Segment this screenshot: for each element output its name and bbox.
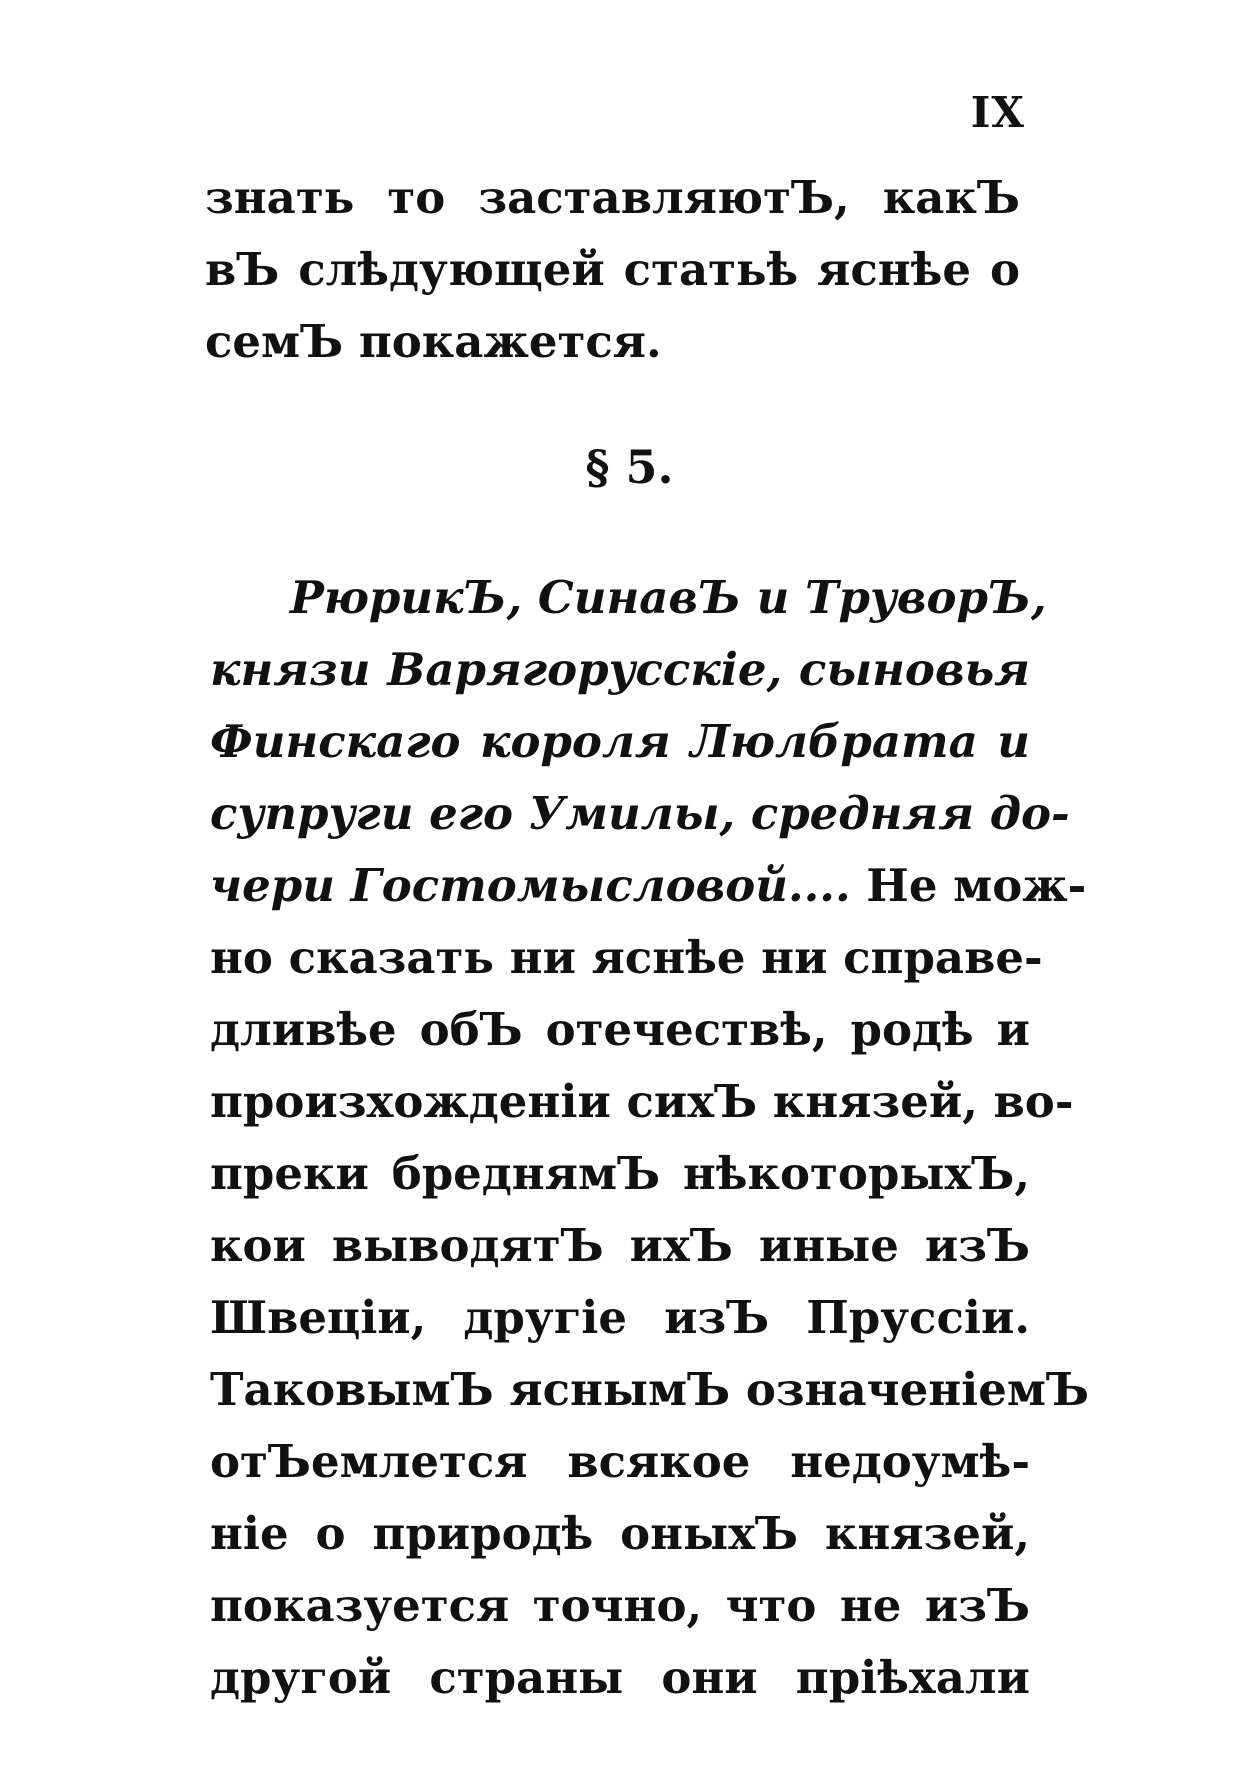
text-line: супруги его Умилы, средняя до- <box>210 787 1070 840</box>
text-line: дливѣе обЪ отечествѣ, родѣ и <box>210 1003 1030 1056</box>
text-line: князи Варягорусскіе, сыновья <box>210 643 1030 696</box>
text-line: РюрикЪ, СинавЪ и ТруворЪ, <box>290 571 1047 624</box>
roman-text-run: Не мож- <box>850 859 1087 912</box>
text-line: другой страны они пріѣхали <box>210 1651 1030 1704</box>
text-line <box>210 856 1087 916</box>
text-line: показуется точно, что не изЪ <box>210 1579 1030 1632</box>
text-line: кои выводятЪ ихЪ иные изЪ <box>210 1219 1030 1272</box>
text-line: семЪ покажется. <box>205 315 662 368</box>
text-line: произхожденіи сихЪ князей, во- <box>210 1075 1074 1128</box>
text-line: знать то заставляютЪ, какЪ <box>205 171 1020 224</box>
section-heading: § 5. <box>585 440 674 494</box>
text-line: ТаковымЪ яснымЪ означеніемЪ <box>210 1363 1090 1416</box>
text-line: ніе о природѣ оныхЪ князей, <box>210 1507 1030 1560</box>
text-line: вЪ слѣдующей статьѣ яснѣе о <box>205 243 1020 296</box>
text-line: преки бреднямЪ нѣкоторыхЪ, <box>210 1147 1030 1200</box>
page-number: IX <box>970 88 1025 137</box>
text-line: но сказать ни яснѣе ни справе- <box>210 931 1043 984</box>
italic-text-run: чери Гостомысловой.... <box>210 859 851 912</box>
text-line: Финскаго короля Люлбрата и <box>210 715 1030 768</box>
text-line: отЪемлется всякое недоумѣ- <box>210 1435 1030 1488</box>
text-line: Швеціи, другіе изЪ Пруссіи. <box>210 1291 1030 1344</box>
